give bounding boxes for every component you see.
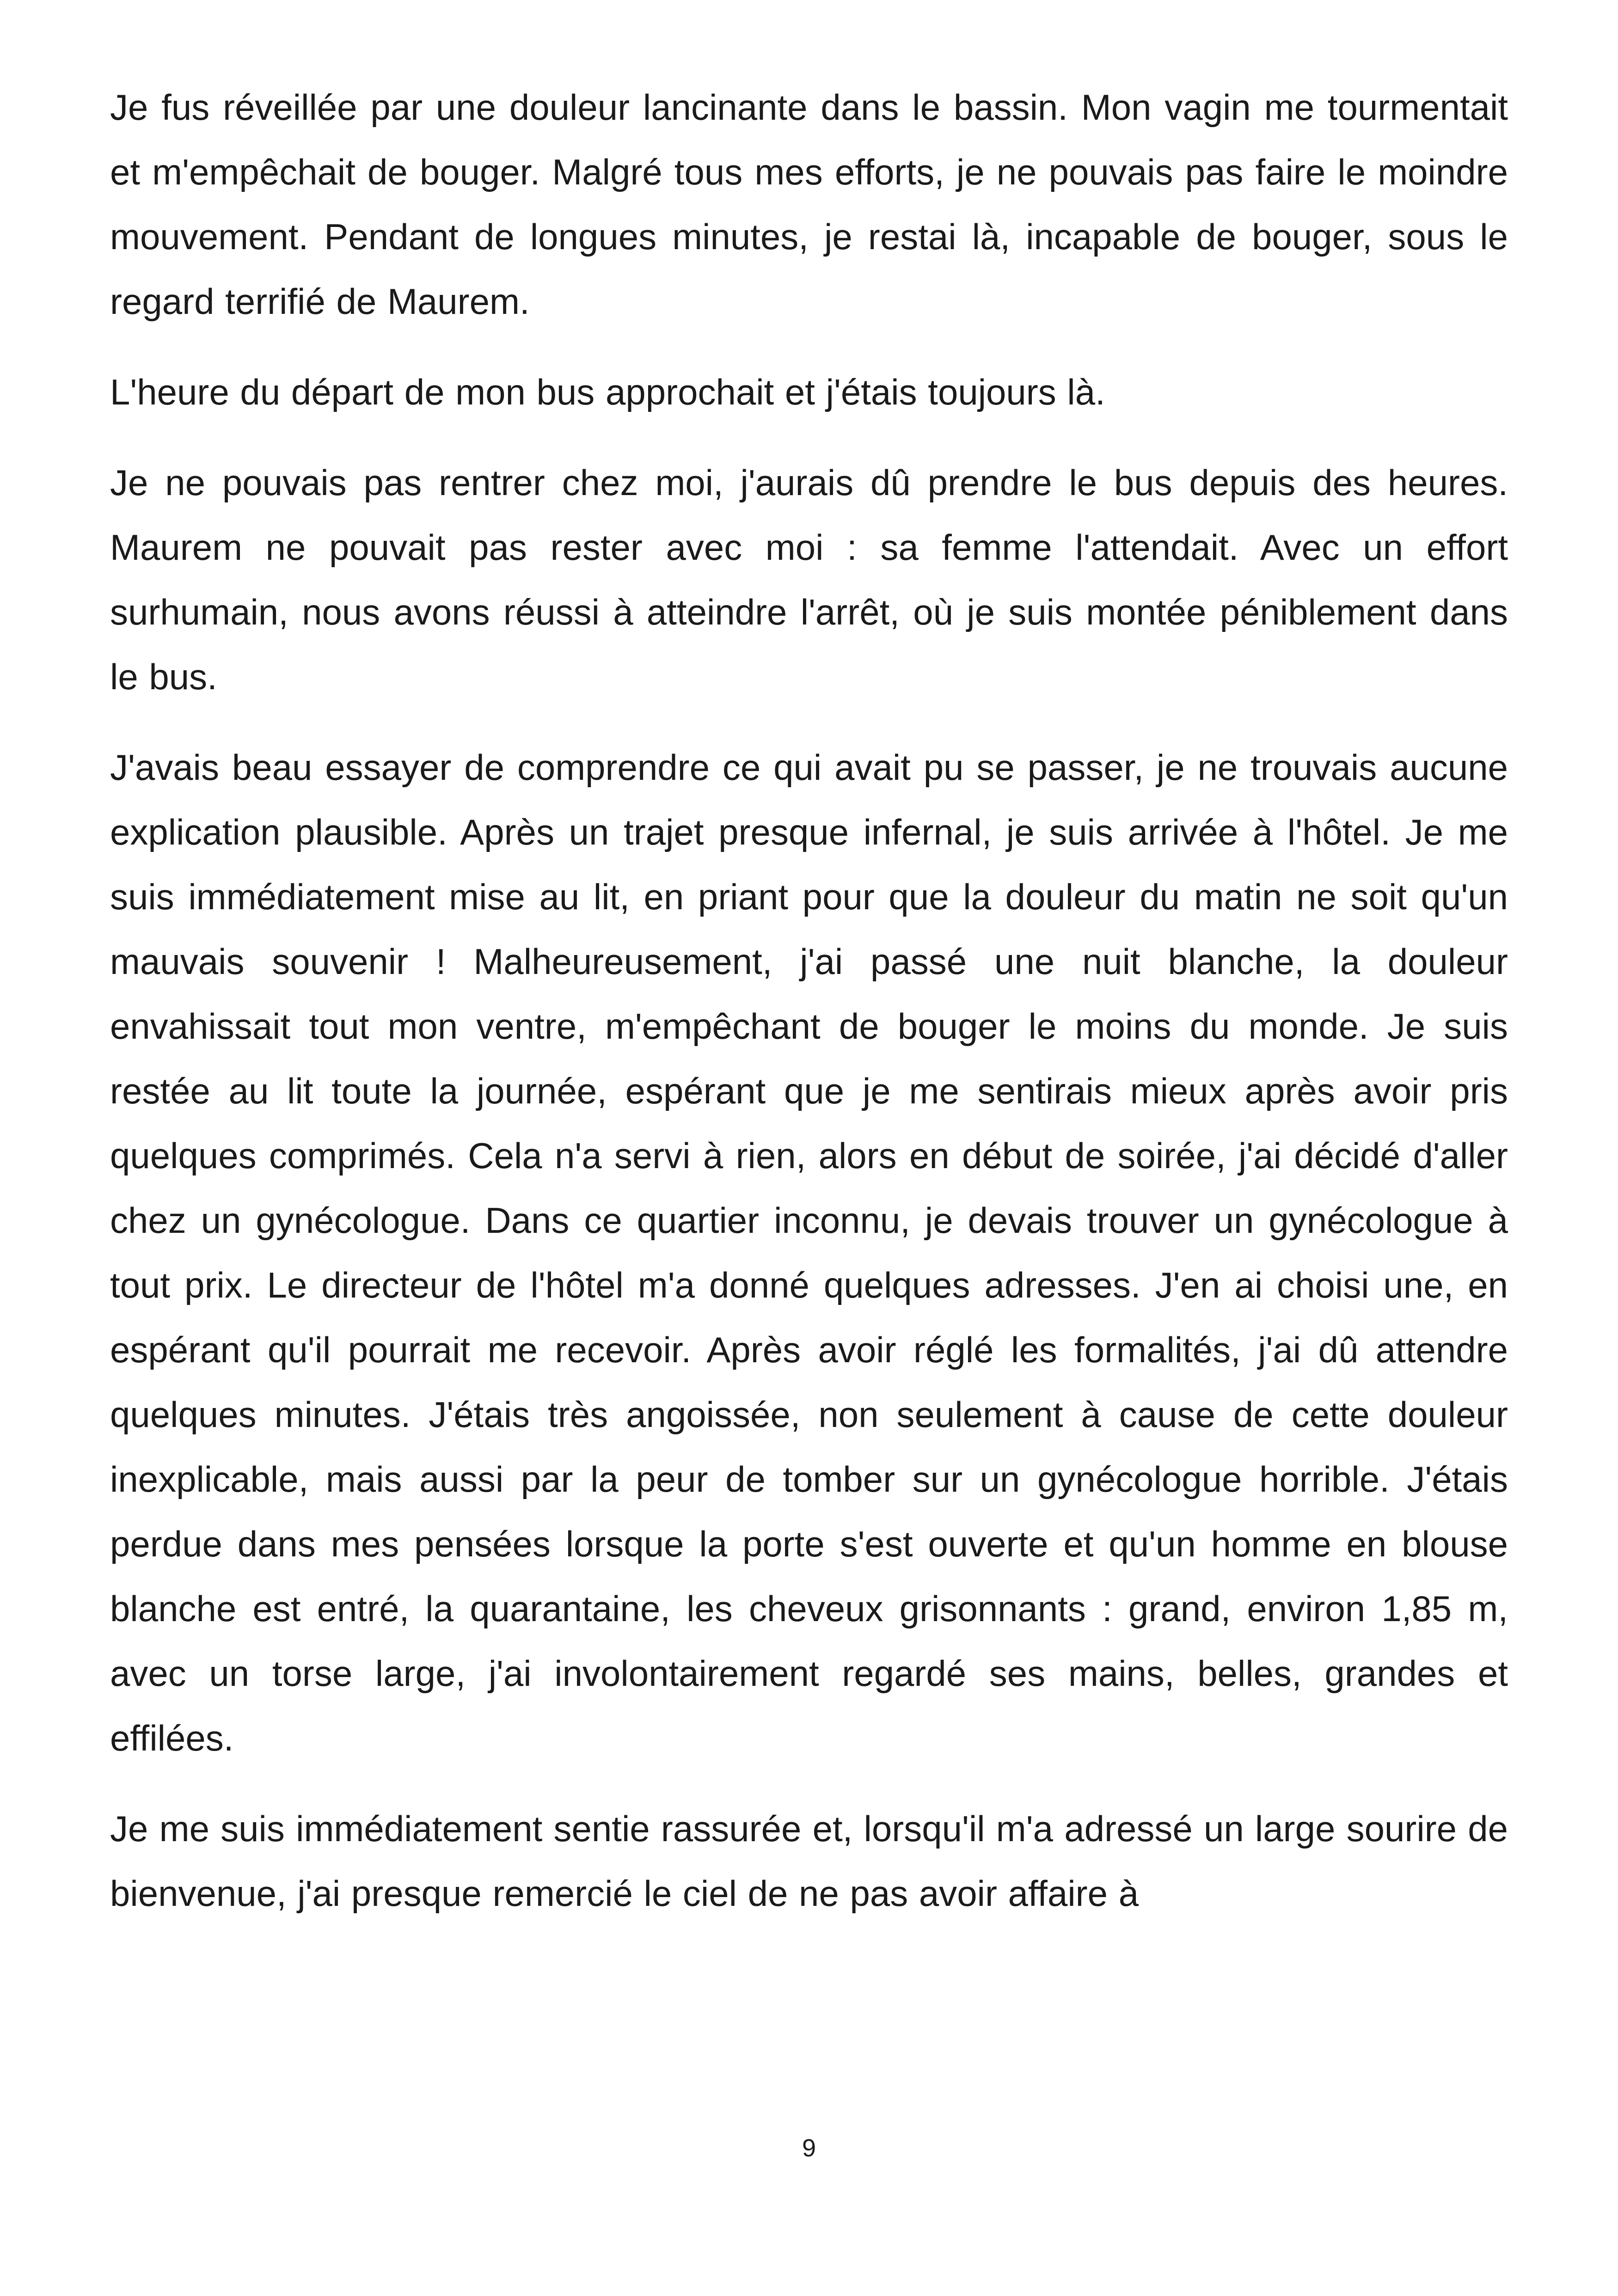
- paragraph-3: Je ne pouvais pas rentrer chez moi, j'aurais dû prendre le bus depuis des heures. Maurem ne pouvait pas rester avec moi : sa femme l'attendait. Avec un effort surhumain, nous avons réussi à atteindre l'arrêt, où je suis montée péniblement dans le bus.: [110, 462, 1508, 697]
- page-number: 9: [802, 2134, 816, 2162]
- paragraph-5: Je me suis immédiatement sentie rassurée et, lorsqu'il m'a adressé un large sourire de bienvenue, j'ai presque remercié le ciel de ne pas avoir affaire à: [110, 1808, 1508, 1914]
- paragraph-1: Je fus réveillée par une douleur lancinante dans le bassin. Mon vagin me tourmentait et m'empêchait de bouger. Malgré tous mes efforts, je ne pouvais pas faire le moindre mouvement. Pendant de longues minutes, je restai là, incapable de bouger, sous le regard terrifié de Maurem.: [110, 87, 1508, 322]
- paragraph-2: L'heure du départ de mon bus approchait et j'étais toujours là.: [110, 372, 1105, 412]
- paragraph-4: J'avais beau essayer de comprendre ce qui avait pu se passer, je ne trouvais aucune explication plausible. Après un trajet presque infernal, je suis arrivée à l'hôtel. Je me suis immédiatement mise au lit, en priant pour que la douleur du matin ne soit qu'un mauvais souvenir ! Malheureusement, j'ai passé une nuit blanche, la douleur envahissait tout mon ventre, m'empêchant de bouger le moins du monde. Je suis restée au lit toute la journée, espérant que je me sentirais mieux après avoir pris quelques comprimés. Cela n'a servi à rien, alors en début de soirée, j'ai décidé d'aller chez un gynécologue. Dans ce quartier inconnu, je devais trouver un gynécologue à tout prix. Le directeur de l'hôtel m'a donné quelques adresses. J'en ai choisi une, en espérant qu'il pourrait me recevoir. Après avoir réglé les formalités, j'ai dû attendre quelques minutes. J'étais très angoissée, non seulement à cause de cette douleur inexplicable, mais aussi par la peur de tomber sur un gynécologue horrible. J'étais perdue dans mes pensées lorsque la porte s'est ouverte et qu'un homme en blouse blanche est entré, la quarantaine, les cheveux grisonnants : grand, environ 1,85 m, avec un torse large, j'ai involontairement regardé ses mains, belles, grandes et effilées.: [110, 747, 1508, 1758]
- body-text: [110, 75, 1508, 1926]
